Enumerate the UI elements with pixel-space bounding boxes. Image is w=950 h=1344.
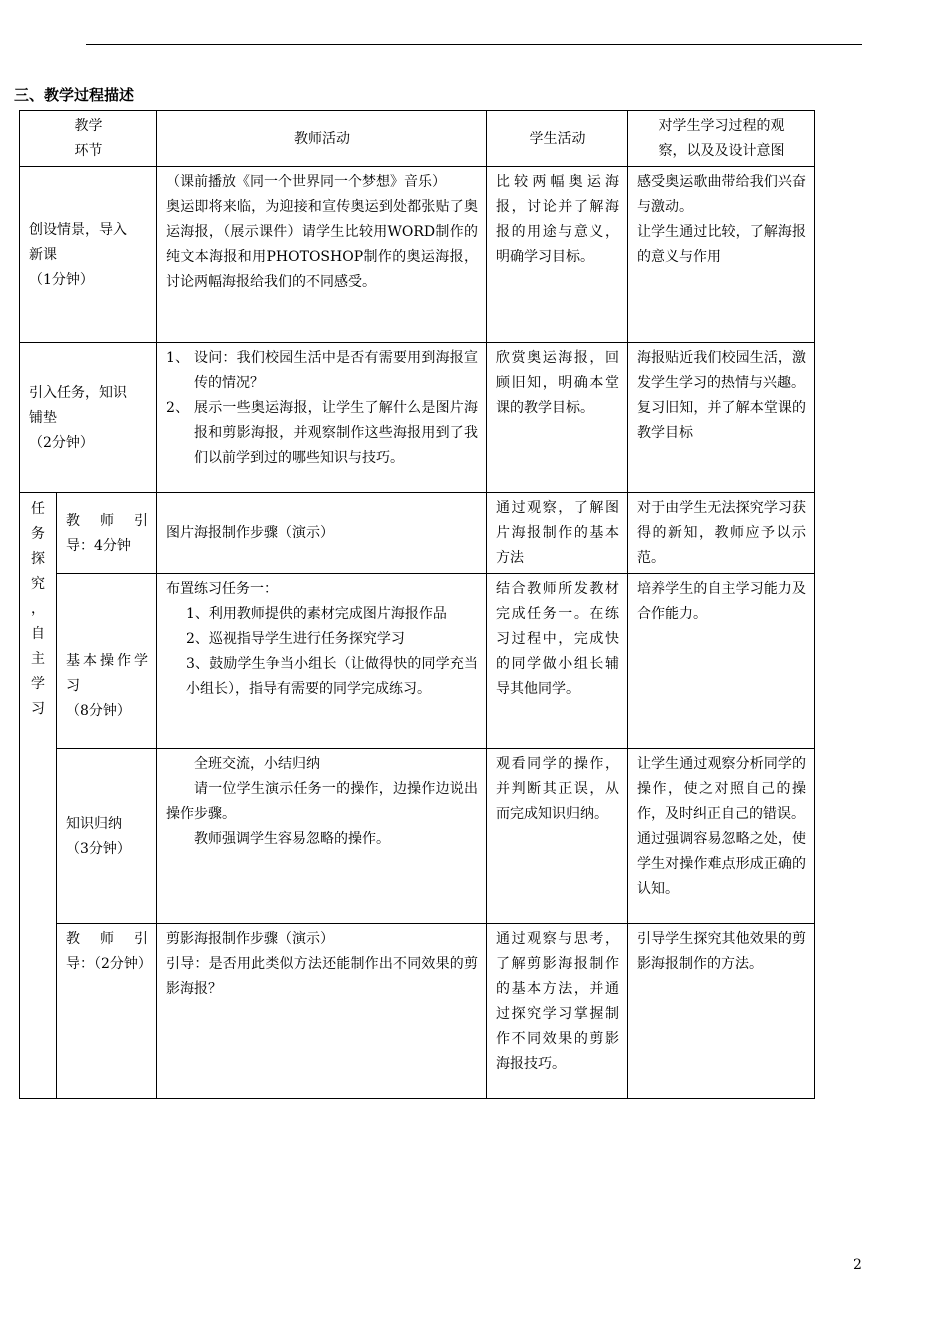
stage-cell: 基本操作学习 （8分钟） xyxy=(57,574,157,749)
teacher-activity: 全班交流，小结归纳 请一位学生演示任务一的操作，边操作边说出操作步骤。 教师强调学生容易忽略的操作。 xyxy=(157,749,487,924)
header-observe: 对学生学习过程的观 察，以及及设计意图 xyxy=(628,111,815,167)
student-activity: 结合教师所发教材完成任务一。在练习过程中，完成快的同学做小组长辅导其他同学。 xyxy=(487,574,628,749)
student-activity: 观看同学的操作，并判断其正误，从而完成知识归纳。 xyxy=(487,749,628,924)
design-intent: 海报贴近我们校园生活，激发学生学习的热情与兴趣。 复习旧知，并了解本堂课的教学目标 xyxy=(628,343,815,493)
table-header-row xyxy=(20,111,815,167)
header-teacher: 教师活动 xyxy=(157,111,487,167)
header-rule xyxy=(86,44,862,45)
section-heading: 三、教学过程描述 xyxy=(14,86,135,104)
table-row xyxy=(20,343,815,493)
table-row xyxy=(20,574,815,749)
teacher-activity: （课前播放《同一个世界同一个梦想》音乐） 奥运即将来临，为迎接和宣传奥运到处都张贴了奥运海报，（展示课件）请学生比较用WORD制作的纯文本海报和用PHOTOSHOP制作的奥运海报，讨论两幅海报给我们的不同感受。 xyxy=(157,167,487,343)
student-activity: 通过观察，了解图片海报制作的基本方法 xyxy=(487,493,628,574)
design-intent: 引导学生探究其他效果的剪影海报制作的方法。 xyxy=(628,924,815,1099)
page-number: 2 xyxy=(853,1257,862,1273)
table-row xyxy=(20,749,815,924)
student-activity: 通过观察与思考，了解剪影海报制作的基本方法，并通过探究学习掌握制作不同效果的剪影海报技巧。 xyxy=(487,924,628,1099)
stage-cell: 知识归纳 （3分钟） xyxy=(57,749,157,924)
table-row xyxy=(20,493,815,574)
table-row xyxy=(20,167,815,343)
student-activity: 欣赏奥运海报，回顾旧知，明确本堂课的教学目标。 xyxy=(487,343,628,493)
task-explore-group-label: 任 务 探 究 ， 自 主 学 习 xyxy=(20,493,57,1099)
teacher-activity: 布置练习任务一： 1、利用教师提供的素材完成图片海报作品 2、巡视指导学生进行任务探究学习 3、鼓励学生争当小组长（让做得快的同学充当小组长），指导有需要的同学完成练习。 xyxy=(157,574,487,749)
teacher-activity: 图片海报制作步骤（演示） xyxy=(157,493,487,574)
teaching-process-table xyxy=(19,110,815,1099)
stage-cell: 教 师 引导：4分钟 xyxy=(57,493,157,574)
stage-cell: 教 师 引导：（2分钟） xyxy=(57,924,157,1099)
design-intent: 让学生通过观察分析同学的操作，使之对照自己的操作，及时纠正自己的错误。 通过强调容易忽略之处，使学生对操作难点形成正确的认知。 xyxy=(628,749,815,924)
table-row xyxy=(20,924,815,1099)
design-intent: 对于由学生无法探究学习获得的新知，教师应予以示范。 xyxy=(628,493,815,574)
design-intent: 培养学生的自主学习能力及合作能力。 xyxy=(628,574,815,749)
teacher-activity: 1、 设问：我们校园生活中是否有需要用到海报宣传的情况？ 2、 展示一些奥运海报，让学生了解什么是图片海报和剪影海报，并观察制作这些海报用到了我们以前学到过的哪些知识与技巧。 xyxy=(157,343,487,493)
stage-cell: 创设情景，导入 新课 （1分钟） xyxy=(20,167,157,343)
design-intent: 感受奥运歌曲带给我们兴奋与激动。 让学生通过比较，了解海报的意义与作用 xyxy=(628,167,815,343)
teacher-activity: 剪影海报制作步骤（演示） 引导：是否用此类似方法还能制作出不同效果的剪影海报？ xyxy=(157,924,487,1099)
header-student: 学生活动 xyxy=(487,111,628,167)
student-activity: 比较两幅奥运海报，讨论并了解海报的用途与意义，明确学习目标。 xyxy=(487,167,628,343)
header-stage: 教学 环节 xyxy=(20,111,157,167)
stage-cell: 引入任务，知识 铺垫 （2分钟） xyxy=(20,343,157,493)
